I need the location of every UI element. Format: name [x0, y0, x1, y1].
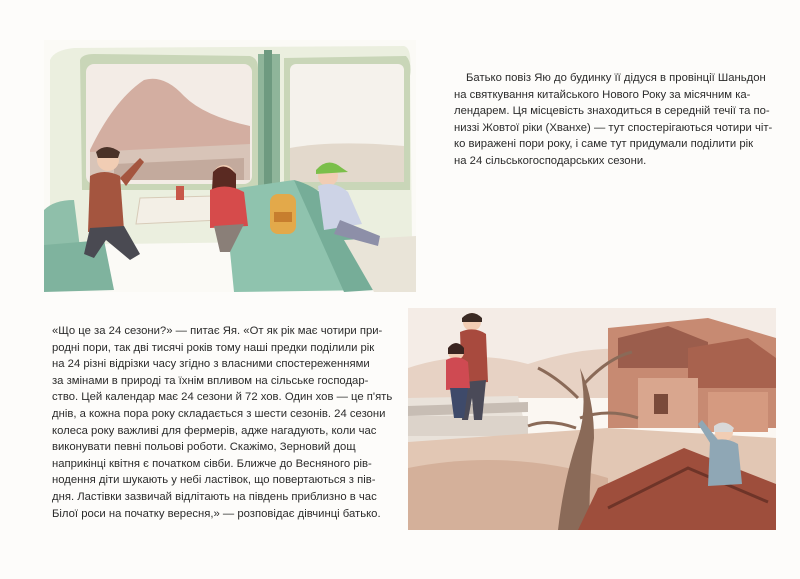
story-paragraph-2	[52, 323, 402, 522]
story-paragraph-1	[454, 70, 773, 170]
paragraph-line: низзі Жовтої ріки (Хванхе) — тут спостерігаються чотири чіт-	[454, 121, 773, 134]
paragraph-line: нодення діти шукають у небі ластівок, що повертаються з пів-	[52, 474, 376, 487]
paragraph-line: за змінами в природі та їхнім впливом на сільське господар-	[52, 374, 369, 387]
paragraph-line: днів, а кожна пора року складається з шести сезонів. 24 сезони	[52, 407, 386, 420]
paragraph-line: родні пори, так дві тисячі років тому наші предки поділили рік	[52, 341, 375, 354]
paragraph-line: ко виражені пори року, і саме тут придумали поділити рік	[454, 138, 754, 151]
paragraph-line: наприкінці квітня є початком сівби. Ближче до Весняного рів-	[52, 457, 372, 470]
paragraph-line: на 24 сільськогосподарських сезони.	[454, 154, 647, 167]
paragraph-line: дня. Ластівки зазвичай відлітають на південь приблизно в час	[52, 490, 377, 503]
train-interior-illustration	[44, 40, 416, 292]
paragraph-line: на 24 різні відрізки часу згідно з власними спостереженнями	[52, 358, 370, 371]
paragraph-line: колеса року важливі для фермерів, адже нагадують, коли час	[52, 424, 377, 437]
paragraph-line: виконувати певні польові роботи. Скажімо, Зерновий дощ	[52, 441, 356, 454]
paragraph-line: Батько повіз Яю до будинку її дідуся в провінції Шаньдон	[466, 72, 766, 84]
paragraph-line: ство. Цей календар має 24 сезони й 72 хов. Один хов — це п'ять	[52, 391, 393, 404]
village-illustration	[408, 308, 776, 530]
paragraph-line: «Що це за 24 сезони?» — питає Яя. «От як рік має чотири при-	[52, 325, 383, 337]
paragraph-line: на святкування китайського Нового Року за місячним ка-	[454, 88, 751, 101]
paragraph-line: лендарем. Ця місцевість знаходиться в середній течії та по-	[454, 105, 770, 118]
paragraph-line: Білої роси на початку вересня,» — розповідає дівчинці батько.	[52, 507, 381, 520]
